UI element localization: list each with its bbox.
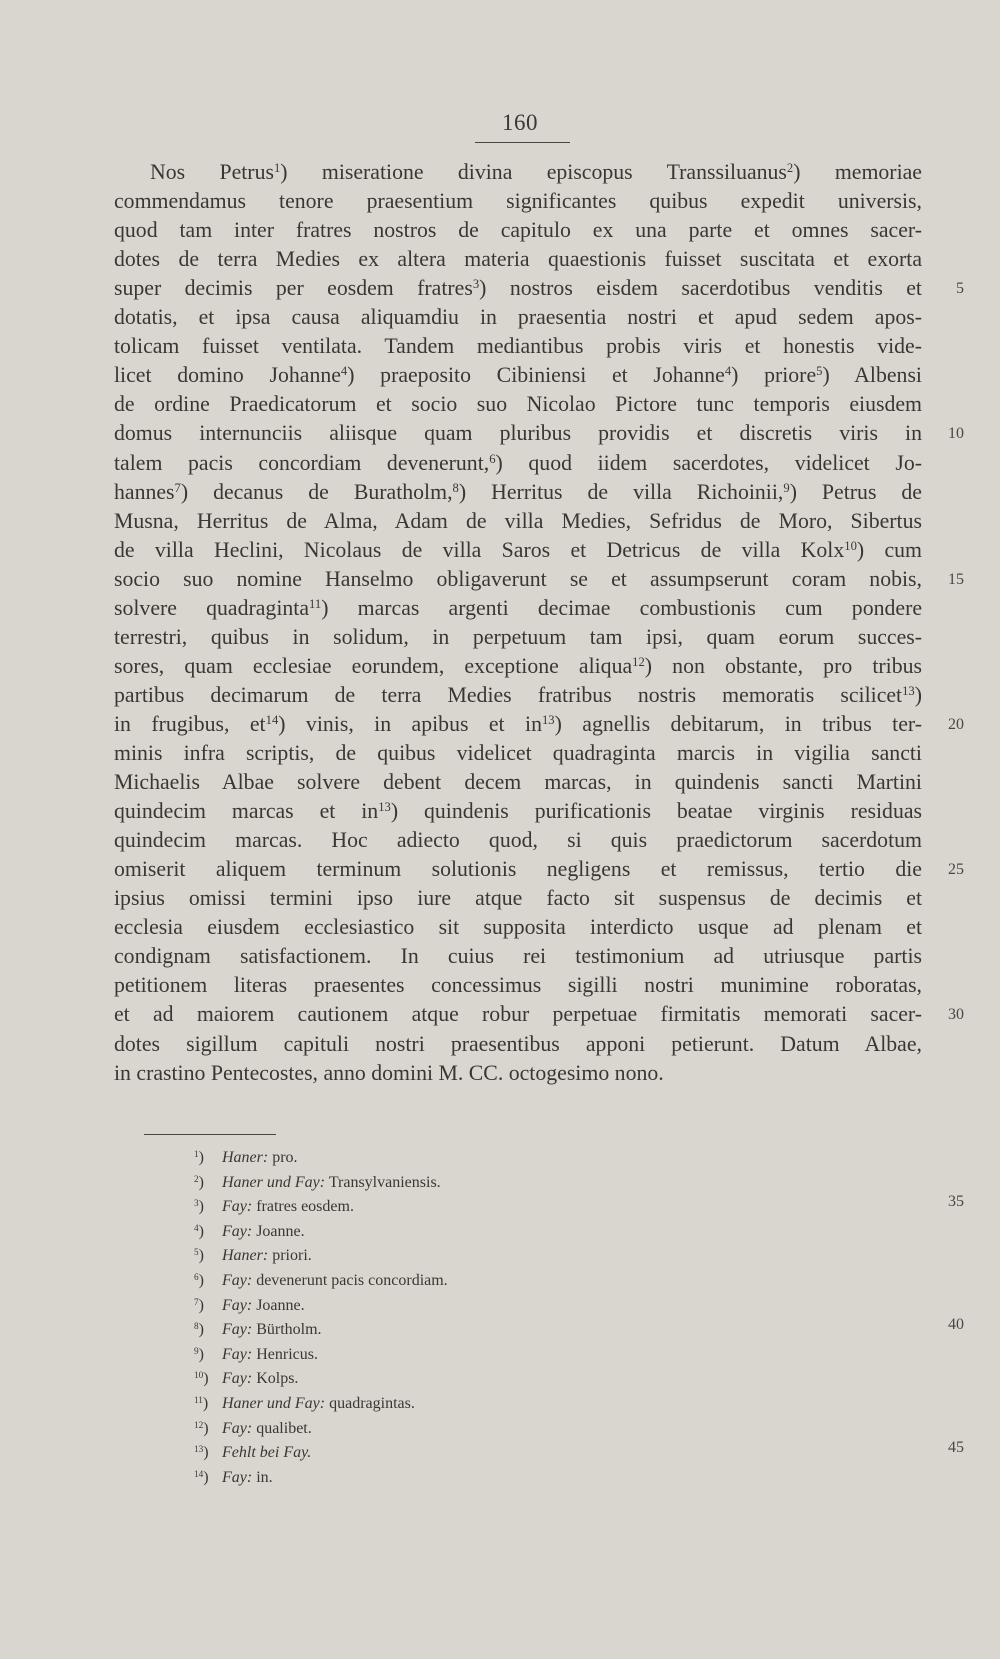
footnote-reference: 9: [783, 480, 790, 495]
text-span: domus internunciis aliisque quam pluribus providis et discretis viris in: [114, 421, 922, 446]
footnote-marker-number: 7: [194, 1297, 199, 1308]
footnote-marker: $^9$): [194, 1345, 204, 1363]
footnote-marker: $^7$): [194, 1296, 204, 1314]
footnote-source: Haner:: [222, 1247, 269, 1265]
body-line: [114, 710, 922, 739]
body-line: [114, 565, 922, 594]
body-line: [114, 681, 922, 710]
footnote-reference: 13: [902, 683, 915, 698]
footnote-marker-number: 12: [194, 1420, 204, 1431]
body-line: [114, 274, 922, 303]
footnote: [194, 1146, 694, 1170]
text-span: dotatis, et ipsa causa aliquamdiu in praesentia nostri et apud sedem apos-: [114, 305, 922, 330]
footnote-marker-number: 6: [194, 1272, 199, 1283]
text-span: in frugibus, et: [114, 711, 266, 736]
footnote-marker-number: 9: [194, 1346, 199, 1357]
text-span: super decimis per eosdem fratres: [114, 276, 473, 301]
text-span: ) marcas argenti decimae combustionis cum pondere: [321, 595, 923, 620]
footnote: [194, 1343, 694, 1367]
text-span: ipsius omissi termini ipso iure atque facto sit suspensus de decimis et: [114, 886, 922, 911]
line-number: 35: [948, 1193, 964, 1211]
body-line: [114, 855, 922, 884]
footnote-source: Fay:: [222, 1222, 253, 1240]
footnote-source: Fay:: [222, 1345, 253, 1363]
footnote-source: Haner und Fay:: [222, 1173, 326, 1191]
footnote-text: pro.: [272, 1149, 298, 1166]
line-number: 30: [948, 1006, 964, 1024]
text-span: de villa Heclini, Nicolaus de villa Saros et Detricus de villa Kolx: [114, 537, 845, 562]
text-span: omiserit aliquem terminum solutionis negligens et remissus, tertio die: [114, 857, 922, 882]
line-number: 10: [948, 425, 964, 443]
footnote-marker-number: 14: [194, 1469, 204, 1480]
footnote: [194, 1417, 694, 1441]
footnote-reference: 3: [472, 277, 480, 292]
body-line: [114, 361, 922, 390]
line-number: 45: [948, 1439, 964, 1457]
text-span: Michaelis Albae solvere debent decem marcas, in quindenis sancti Martini: [114, 770, 922, 795]
text-span: dotes de terra Medies ex altera materia quaestionis fuisset suscitata et exorta: [114, 247, 922, 272]
footnote-marker-number: 10: [194, 1371, 204, 1382]
footnote-text: Henricus.: [256, 1345, 318, 1363]
body-line: [114, 652, 922, 681]
text-span: ) decanus de Buratholm,: [180, 479, 453, 504]
footnote-marker: $^{12}$): [194, 1419, 209, 1437]
footnote-reference: 4: [340, 364, 348, 379]
text-span: ) cum: [856, 537, 922, 562]
page-number-rule: [475, 142, 570, 143]
text-span: ) vinis, in apibus et in: [278, 711, 542, 736]
footnote-marker: $^3$): [194, 1198, 204, 1216]
footnote-marker-number: 4: [194, 1223, 199, 1234]
text-span: ) Herritus de villa Richoinii,: [458, 479, 784, 504]
footnote-text: qualibet.: [256, 1419, 312, 1437]
text-span: quod tam inter fratres nostros de capitulo ex una parte et omnes sacer-: [114, 218, 922, 243]
footnote-reference: 14: [265, 712, 279, 727]
text-span: ) memoriae: [793, 160, 922, 184]
body-line: [114, 1059, 922, 1088]
footnote-reference: 12: [632, 654, 645, 669]
footnote-marker-number: 5: [194, 1248, 199, 1259]
footnote-marker: $^1$): [194, 1149, 204, 1166]
footnote-text: Kolps.: [256, 1370, 299, 1388]
text-span: de ordine Praedicatorum et socio suo Nicolao Pictore tunc temporis eiusdem: [114, 392, 922, 417]
body-line: [114, 739, 922, 768]
footnote-marker: $^4$): [194, 1222, 204, 1240]
footnote-reference: 10: [844, 538, 857, 553]
footnote: [194, 1244, 694, 1268]
footnote: [194, 1269, 694, 1293]
footnote-text: devenerunt pacis concordiam.: [256, 1272, 448, 1289]
text-span: hannes: [114, 479, 175, 504]
footnote-separator: [144, 1134, 276, 1135]
text-span: terrestri, quibus in solidum, in perpetuum tam ipsi, quam eorum succes-: [114, 624, 922, 649]
text-span: quindecim marcas et in: [114, 799, 379, 824]
footnote-reference: 4: [724, 364, 732, 379]
text-span: ): [914, 682, 922, 707]
body-line: [114, 449, 922, 478]
text-span: ) quindenis purificationis beatae virginis residuas: [390, 799, 922, 824]
text-span: ecclesia eiusdem ecclesiastico sit supposita interdicto usque ad plenam et: [114, 915, 922, 940]
body-line: [114, 826, 922, 855]
footnote: [194, 1441, 694, 1465]
text-span: minis infra scriptis, de quibus videlicet quadraginta marcis in vigilia sancti: [114, 741, 922, 765]
footnote-reference: 5: [816, 364, 823, 379]
body-line: [114, 797, 922, 826]
footnote: [194, 1466, 694, 1490]
footnote: [194, 1392, 694, 1416]
text-span: commendamus tenore praesentium significantes quibus expedit universis,: [114, 189, 922, 214]
footnote-marker: $^6$): [194, 1272, 204, 1289]
line-number: 25: [948, 861, 964, 879]
line-number: 20: [948, 715, 964, 733]
footnote-reference: 8: [452, 480, 459, 495]
text-span: Nos Petrus: [150, 160, 274, 184]
body-line: [114, 594, 922, 623]
footnote-source: Fay:: [222, 1272, 253, 1289]
text-span: licet domino Johanne: [114, 363, 341, 388]
body-line: [114, 942, 922, 971]
body-line: [114, 1030, 922, 1059]
footnote-reference: 13: [378, 800, 391, 815]
footnote-text: priori.: [272, 1247, 312, 1265]
footnote-source: Fehlt bei Fay.: [222, 1444, 312, 1462]
footnote-marker: $^{11}$): [194, 1395, 209, 1412]
body-line: [114, 390, 922, 419]
footnote-reference: 11: [309, 596, 322, 611]
body-line: [114, 216, 922, 245]
text-span: ) Albensi: [822, 363, 922, 388]
line-number: 15: [948, 570, 964, 588]
footnote-marker-number: 1: [194, 1149, 199, 1160]
footnote-source: Fay:: [222, 1370, 253, 1388]
body-line: [114, 478, 922, 507]
footnote-marker: $^{10}$): [194, 1370, 209, 1388]
footnote-reference: 7: [174, 480, 181, 495]
footnote-reference: 1: [273, 161, 281, 176]
footnote-source: Fay:: [222, 1419, 253, 1437]
footnote-marker-number: 13: [194, 1445, 204, 1456]
body-line: [114, 332, 922, 361]
line-number: 5: [956, 280, 964, 298]
footnote-marker: $^{13}$): [194, 1444, 209, 1462]
footnote-text: Transylvaniensis.: [328, 1173, 441, 1191]
footnote: [194, 1195, 694, 1219]
text-span: ) non obstante, pro tribus: [644, 653, 923, 678]
text-span: partibus decimarum de terra Medies fratribus nostris memoratis scilicet: [114, 682, 903, 707]
text-span: condignam satisfactionem. In cuius rei testimonium ad utriusque partis: [114, 944, 922, 969]
footnote-marker: $^8$): [194, 1321, 204, 1339]
text-span: ) quod iidem sacerdotes, videlicet Jo-: [495, 450, 922, 475]
footnote-reference: 13: [541, 712, 555, 727]
footnote: [194, 1220, 694, 1244]
footnote-source: Fay:: [222, 1198, 253, 1216]
body-line: [114, 884, 922, 913]
text-span: Musna, Herritus de Alma, Adam de villa Medies, Sefridus de Moro, Sibertus: [114, 508, 922, 533]
text-span: quindecim marcas. Hoc adiecto quod, si quis praedictorum sacerdotum: [114, 828, 922, 853]
text-span: talem pacis concordiam devenerunt,: [114, 450, 490, 475]
footnote-source: Fay:: [222, 1296, 253, 1314]
footnote-text: quadragintas.: [329, 1395, 415, 1412]
footnote-source: Fay:: [222, 1468, 253, 1486]
footnote-marker-number: 11: [194, 1395, 203, 1406]
text-span: socio suo nomine Hanselmo obligaverunt se et assumpserunt coram nobis,: [114, 566, 922, 591]
footnote-text: fratres eosdem.: [256, 1198, 354, 1216]
footnote-source: Haner:: [222, 1149, 269, 1166]
body-line: [114, 507, 922, 536]
footnote: [194, 1294, 694, 1318]
footnote-reference: 2: [786, 161, 794, 176]
text-span: et ad maiorem cautionem atque robur perpetuae firmitatis memorati sacer-: [114, 1002, 922, 1027]
page-number: 160: [502, 110, 538, 135]
body-line: [114, 1000, 922, 1029]
footnote-marker: $^5$): [194, 1247, 204, 1265]
footnote: [194, 1171, 694, 1195]
text-span: in crastino Pentecostes, anno domini M. CC. octogesimo nono.: [114, 1060, 664, 1085]
footnote: [194, 1318, 694, 1342]
text-span: ) praeposito Cibiniensi et Johanne: [347, 363, 725, 388]
footnote: [194, 1367, 694, 1391]
text-span: ) nostros eisdem sacerdotibus venditis et: [479, 276, 922, 301]
body-line: [114, 187, 922, 216]
body-line: [114, 536, 922, 565]
text-span: ) agnellis debitarum, in tribus ter-: [554, 711, 922, 736]
footnote-text: Joanne.: [256, 1222, 305, 1240]
text-span: tolicam fuisset ventilata. Tandem mediantibus probis viris et honestis vide-: [114, 334, 922, 359]
footnote-text: Bürtholm.: [256, 1321, 322, 1339]
footnote-marker: $^2$): [194, 1173, 204, 1191]
footnote-marker-number: 2: [194, 1174, 199, 1185]
text-span: solvere quadraginta: [114, 595, 310, 620]
text-span: ) priore: [731, 363, 817, 388]
body-line: [150, 158, 922, 187]
line-number: 40: [948, 1316, 964, 1334]
text-span: ) Petrus de: [789, 479, 922, 504]
text-span: sores, quam ecclesiae eorundem, exceptione aliqua: [114, 653, 633, 678]
body-line: [114, 245, 922, 274]
text-span: petitionem literas praesentes concessimus sigilli nostri munimine roboratas,: [114, 973, 922, 998]
body-line: [114, 419, 922, 448]
footnote-source: Fay:: [222, 1321, 253, 1339]
footnote-text: in.: [256, 1468, 273, 1486]
footnote-marker: $^{14}$): [194, 1468, 209, 1486]
footnote-source: Haner und Fay:: [222, 1395, 326, 1412]
body-line: [114, 768, 922, 797]
body-line: [114, 623, 922, 652]
body-line: [114, 913, 922, 942]
footnote-reference: 6: [489, 451, 496, 466]
body-line: [114, 971, 922, 1000]
footnote-marker-number: 3: [194, 1199, 199, 1210]
footnote-text: Joanne.: [256, 1296, 305, 1314]
footnote-marker-number: 8: [194, 1322, 199, 1333]
text-span: dotes sigillum capituli nostri praesentibus apponi petierunt. Datum Albae,: [114, 1031, 922, 1056]
body-line: [114, 303, 922, 332]
text-span: ) miseratione divina episcopus Transsiluanus: [280, 160, 787, 184]
